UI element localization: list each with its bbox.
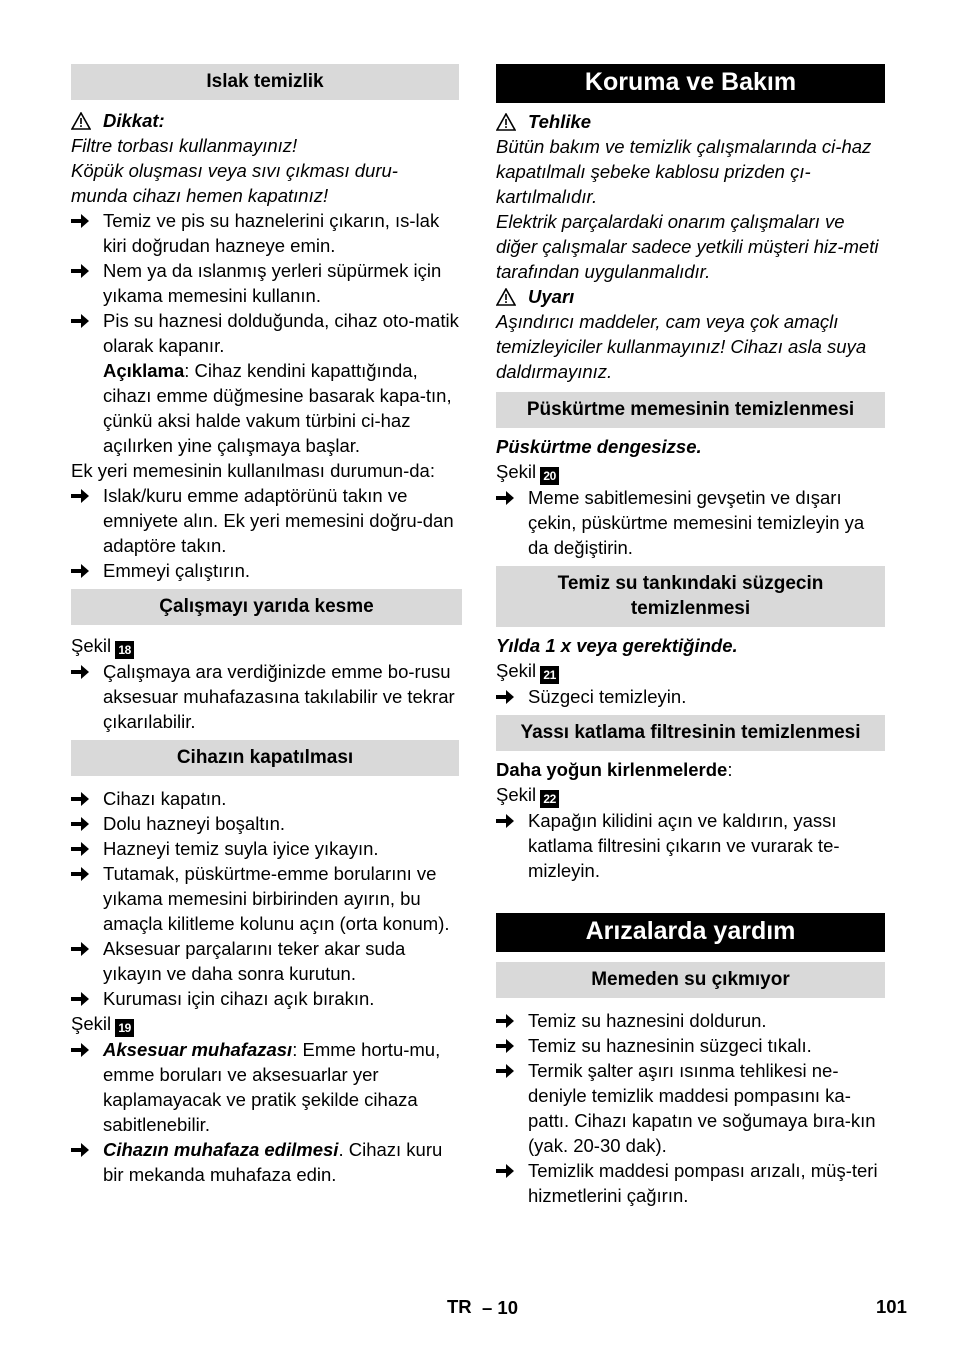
figure-ref: Şekil 21 bbox=[496, 658, 885, 684]
warning-triangle-icon bbox=[71, 112, 93, 130]
list-item: Cihazı kapatın. bbox=[71, 786, 459, 811]
arrow-right-icon bbox=[71, 836, 103, 861]
figure-number-badge: 21 bbox=[540, 666, 559, 684]
list-item: Tutamak, püskürtme-emme borularını ve yıkama memesini birbirinden ayırın, bu amaçla kilitleme kolunu açın (orta konum). bbox=[71, 861, 459, 936]
figure-number-badge: 20 bbox=[540, 467, 559, 485]
warning-label: Uyarı bbox=[528, 286, 575, 307]
arrow-right-icon bbox=[71, 308, 103, 358]
list-item: Meme sabitlemesini gevşetin ve dışarı çekin, püskürtme memesini temizleyin ya da değiştirin. bbox=[496, 485, 885, 560]
arrow-right-icon bbox=[71, 861, 103, 936]
arrow-right-icon bbox=[71, 483, 103, 558]
note-text: Açıklama: Cihaz kendini kapattığında, cihazı emme düğmesine basarak kapa-tın, çünkü aksi halde vakum türbini ci-haz açılırken yine çalışmaya başlar. bbox=[103, 360, 452, 456]
arrow-right-icon bbox=[71, 986, 103, 1011]
danger-text: Bütün bakım ve temizlik çalışmalarında ci-haz kapatılmalı şebeke kablosu prizden çı-kartılmalıdır. bbox=[496, 136, 872, 207]
warning-dikkat bbox=[71, 108, 459, 133]
warning-line: munda cihazı hemen kapatınız! bbox=[71, 185, 329, 206]
figure-ref: Şekil 18 bbox=[71, 633, 459, 659]
list-item: Islak/kuru emme adaptörünü takın ve emniyete alın. Ek yeri memesini doğru-dan adaptöre takın. bbox=[71, 483, 459, 558]
section-title-kapatilmasi: Cihazın kapatılması bbox=[71, 740, 459, 776]
arrow-right-icon bbox=[71, 258, 103, 308]
warning-triangle-icon bbox=[496, 288, 518, 306]
list-item: Aksesuar muhafazası: Emme hortu-mu, emme boruları ve aksesuarlar yer kaplamayacak ve pratik şekilde cihaza sabitlenebilir. bbox=[71, 1037, 459, 1137]
list-item: Dolu hazneyi boşaltın. bbox=[71, 811, 459, 836]
subheading: Yılda 1 x veya gerektiğinde. bbox=[496, 635, 738, 656]
list-item: Temiz su haznesinin süzgeci tıkalı. bbox=[496, 1033, 885, 1058]
list-item: Cihazın muhafaza edilmesi. Cihazı kuru bir mekanda muhafaza edin. bbox=[71, 1137, 459, 1187]
section-title-yassi: Yassı katlama filtresinin temizlenmesi bbox=[496, 715, 885, 751]
warning-uyari bbox=[496, 284, 885, 309]
list-item: Çalışmaya ara verdiğinizde emme bo-rusu aksesuar muhafazasına takılabilir ve tekrar çıkarılabilir. bbox=[71, 659, 459, 734]
arrow-right-icon bbox=[71, 811, 103, 836]
subheading: Püskürtme dengesizse. bbox=[496, 436, 702, 457]
arrow-right-icon bbox=[71, 1137, 103, 1187]
warning-triangle-icon bbox=[496, 113, 518, 131]
left-column bbox=[71, 64, 459, 1187]
list-item: Emmeyi çalıştırın. bbox=[71, 558, 459, 583]
danger-label: Tehlike bbox=[528, 111, 592, 132]
chapter-title-arizalar: Arızalarda yardım bbox=[496, 913, 885, 952]
right-column bbox=[496, 64, 885, 1208]
section-title-suzgec: Temiz su tankındaki süzgecin temizlenmesi bbox=[496, 566, 885, 627]
arrow-right-icon bbox=[71, 659, 103, 734]
arrow-right-icon bbox=[496, 684, 528, 709]
chapter-title-koruma: Koruma ve Bakım bbox=[496, 64, 885, 103]
arrow-right-icon bbox=[71, 786, 103, 811]
arrow-right-icon bbox=[496, 485, 528, 560]
list-item: Aksesuar parçalarını teker akar suda yıkayın ve daha sonra kurutun. bbox=[71, 936, 459, 986]
arrow-right-icon bbox=[496, 808, 528, 883]
subheading: Daha yoğun kirlenmelerde: bbox=[496, 759, 733, 780]
warning-label: Dikkat: bbox=[103, 110, 165, 131]
arrow-right-icon bbox=[71, 936, 103, 986]
arrow-right-icon bbox=[496, 1008, 528, 1033]
list-item: Temizlik maddesi pompası arızalı, müş-teri hizmetlerini çağırın. bbox=[496, 1158, 885, 1208]
paragraph: Ek yeri memesinin kullanılması durumun-da: bbox=[71, 460, 435, 481]
list-item: Kuruması için cihazı açık bırakın. bbox=[71, 986, 459, 1011]
section-title-memeden: Memeden su çıkmıyor bbox=[496, 962, 885, 998]
danger-tehlike bbox=[496, 109, 885, 134]
figure-number-badge: 22 bbox=[540, 790, 559, 808]
list-item: Termik şalter aşırı ısınma tehlikesi ne-deniyle temizlik maddesi pompasını ka-pattı. Cihazı kapatın ve soğumaya bıra-kın (yak. 20-30 dak). bbox=[496, 1058, 885, 1158]
section-title-puskurtme: Püskürtme memesinin temizlenmesi bbox=[496, 392, 885, 428]
arrow-right-icon bbox=[496, 1058, 528, 1158]
figure-ref: Şekil 19 bbox=[71, 1011, 459, 1037]
list-item: Hazneyi temiz suyla iyice yıkayın. bbox=[71, 836, 459, 861]
list-item: Temiz ve pis su haznelerini çıkarın, ıs-lak kiri doğrudan hazneye emin. bbox=[71, 208, 459, 258]
figure-ref: Şekil 20 bbox=[496, 459, 885, 485]
warning-text: Aşındırıcı maddeler, cam veya çok amaçlı temizleyiciler kullanmayınız! Cihazı asla suya daldırmayınız. bbox=[496, 311, 867, 382]
section-title-calisma: Çalışmayı yarıda kesme bbox=[71, 589, 462, 625]
warning-line: Filtre torbası kullanmayınız! bbox=[71, 135, 298, 156]
arrow-right-icon bbox=[71, 558, 103, 583]
arrow-right-icon bbox=[496, 1033, 528, 1058]
warning-line: Köpük oluşması veya sıvı çıkması duru- bbox=[71, 160, 398, 181]
figure-number-badge: 18 bbox=[115, 641, 134, 659]
arrow-right-icon bbox=[71, 208, 103, 258]
footer-section-page: – 10 bbox=[482, 1297, 519, 1318]
figure-ref: Şekil 22 bbox=[496, 782, 885, 808]
footer-lang: TR bbox=[447, 1296, 472, 1317]
list-item: Kapağın kilidini açın ve kaldırın, yassı katlama filtresini çıkarın ve vurarak te-mizleyin. bbox=[496, 808, 885, 883]
list-item: Nem ya da ıslanmış yerleri süpürmek için yıkama memesini kullanın. bbox=[71, 258, 459, 308]
list-item: Temiz su haznesini doldurun. bbox=[496, 1008, 885, 1033]
arrow-right-icon bbox=[71, 1037, 103, 1137]
section-title-islak: Islak temizlik bbox=[71, 64, 459, 100]
danger-text: Elektrik parçalardaki onarım çalışmaları ve diğer çalışmalar sadece yetkili müşteri hiz-meti tarafından uygulanmalıdır. bbox=[496, 211, 879, 282]
figure-number-badge: 19 bbox=[115, 1019, 134, 1037]
list-item: Pis su haznesi dolduğunda, cihaz oto-matik olarak kapanır. bbox=[71, 308, 459, 358]
arrow-right-icon bbox=[496, 1158, 528, 1208]
list-item: Süzgeci temizleyin. bbox=[496, 684, 885, 709]
page-number: 101 bbox=[876, 1296, 907, 1317]
